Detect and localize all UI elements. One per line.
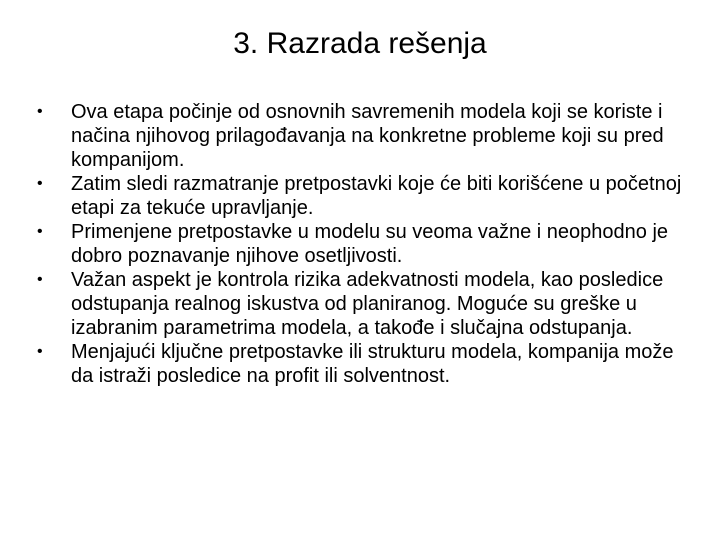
bullet-icon: • bbox=[37, 343, 43, 360]
bullet-text: Primenjene pretpostavke u modelu su veoma važne i neophodno je dobro poznavanje njihove osetljivosti. bbox=[71, 221, 669, 267]
list-item bbox=[30, 172, 690, 220]
list-item bbox=[30, 220, 690, 268]
bullet-text: Ova etapa počinje od osnovnih savremenih modela koji se koriste i načina njihovog prilagođavanja na konkretne probleme koji su pred kompanijom. bbox=[71, 101, 664, 171]
list-item bbox=[30, 100, 690, 172]
list-item bbox=[30, 340, 690, 388]
bullet-list bbox=[30, 100, 690, 388]
bullet-icon: • bbox=[37, 271, 43, 288]
list-item bbox=[30, 268, 690, 340]
bullet-icon: • bbox=[37, 223, 43, 240]
bullet-icon: • bbox=[37, 103, 43, 120]
bullet-text: Menjajući ključne pretpostavke ili strukturu modela, kompanija može da istraži posledice na profit ili solventnost. bbox=[71, 341, 674, 387]
slide-title: 3. Razrada rešenja bbox=[233, 27, 487, 60]
bullet-icon: • bbox=[37, 175, 43, 192]
bullet-text: Zatim sledi razmatranje pretpostavki koje će biti korišćene u početnoj etapi za tekuće upravljanje. bbox=[71, 173, 682, 219]
bullet-text: Važan aspekt je kontrola rizika adekvatnosti modela, kao posledice odstupanja realnog iskustva od planiranog. Moguće su greške u izabranim parametrima modela, a takođe i slučajna odstupanja. bbox=[71, 269, 664, 339]
